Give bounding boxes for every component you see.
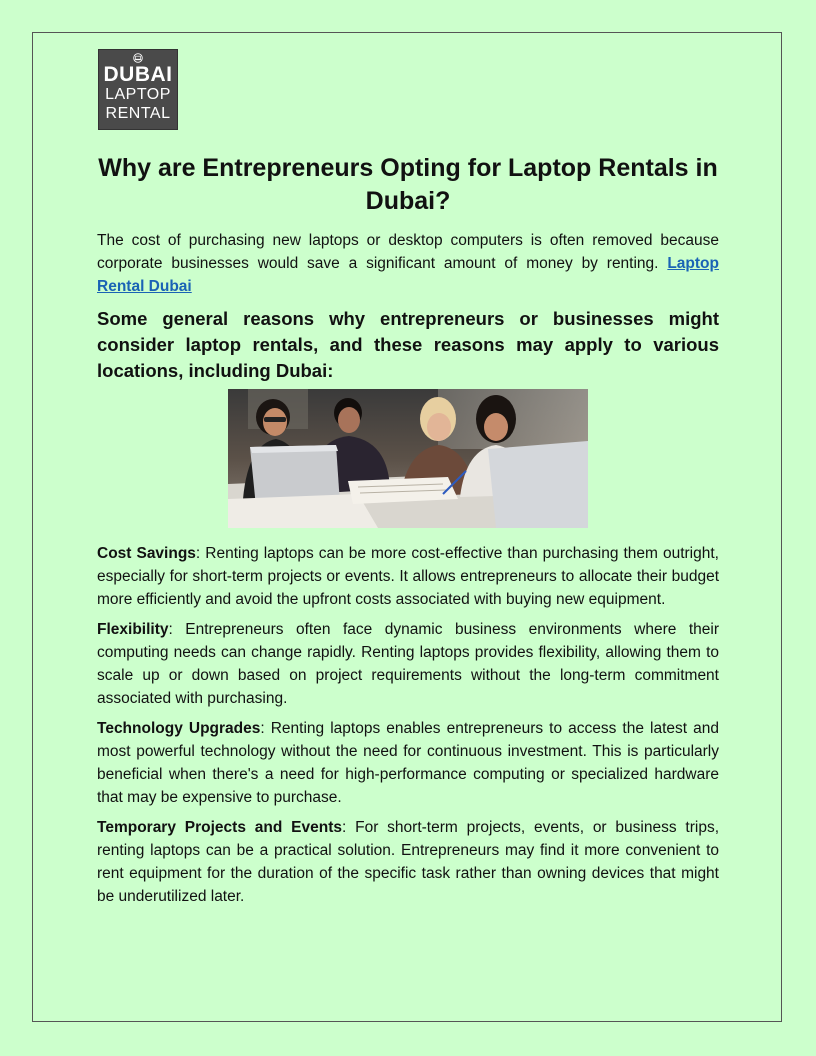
laptop-icon <box>131 53 145 63</box>
reason-temporary-projects <box>97 816 719 908</box>
reason-cost-savings <box>97 542 719 611</box>
laptop-rental-dubai-link[interactable]: Laptop Rental Dubai <box>97 255 719 295</box>
intro-text: The cost of purchasing new laptops or desktop computers is often removed because corporate businesses would save a significant amount of money by renting. <box>97 232 719 272</box>
reason-text: : Renting laptops can be more cost-effective than purchasing them outright, especially for short-term projects or events. It allows entrepreneurs to allocate their budget more efficiently and avoid the upfront costs associated with buying new equipment. <box>97 545 719 608</box>
reason-term: Flexibility <box>97 621 169 638</box>
reason-term: Cost Savings <box>97 545 196 562</box>
logo-line-laptop: LAPTOP <box>105 86 171 103</box>
reason-flexibility <box>97 618 719 710</box>
logo-line-rental: RENTAL <box>105 105 171 122</box>
reason-text: : For short-term projects, events, or business trips, renting laptops can be a practical solution. Entrepreneurs may find it more convenient to rent equipment for the duration of the specific task rather than owning devices that might be underutilized later. <box>97 819 720 905</box>
page-title: Why are Entrepreneurs Opting for Laptop Rentals in Dubai? <box>98 154 718 215</box>
reason-term: Temporary Projects and Events <box>97 819 342 836</box>
students-with-laptops-photo <box>228 389 588 528</box>
article-body <box>97 229 719 915</box>
brand-logo <box>98 49 178 130</box>
reason-text: : Renting laptops enables entrepreneurs to access the latest and most powerful technology without the need for continuous investment. This is particularly beneficial when there's a need for high-performance computing or specialized hardware that may be expensive to purchase. <box>97 720 719 806</box>
logo-line-dubai: DUBAI <box>103 63 173 86</box>
section-subheading: Some general reasons why entrepreneurs or businesses might consider laptop rentals, and these reasons may apply to various locations, including Dubai: <box>97 308 719 381</box>
reason-text: : Entrepreneurs often face dynamic business environments where their computing needs can change rapidly. Renting laptops provides flexibility, allowing them to scale up or down based on project requirements without the long-term commitment associated with purchasing. <box>97 621 719 707</box>
intro-paragraph <box>97 229 719 298</box>
reason-technology-upgrades <box>97 717 719 809</box>
reason-term: Technology Upgrades <box>97 720 261 737</box>
